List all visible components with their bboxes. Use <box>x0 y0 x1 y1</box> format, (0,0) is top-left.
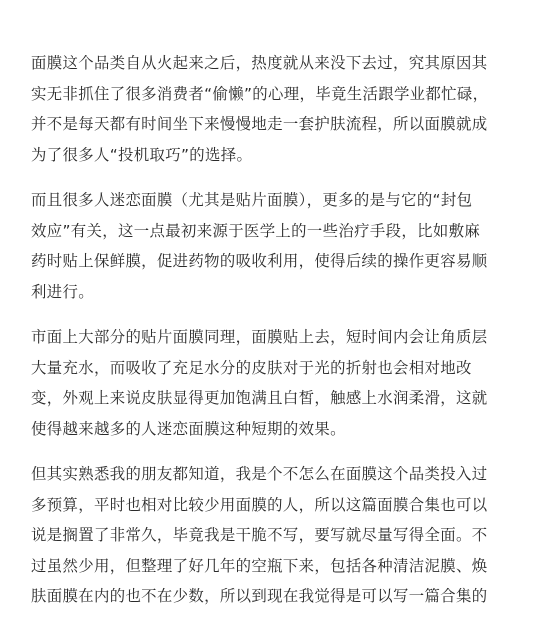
text-line: 实无非抓住了很多消费者“偷懒”的心理，毕竟生活跟学业都忙碌， <box>31 84 489 103</box>
text-line: 效应”有关，这一点最初来源于医学上的一些治疗手段，比如敷麻 <box>31 221 481 240</box>
text-line: 但其实熟悉我的朋友都知道，我是个不怎么在面膜这个品类投入过 <box>31 465 488 483</box>
text-line: 并不是每天都有时间坐下来慢慢地走一套护肤流程，所以面膜就成 <box>31 115 488 133</box>
text-line: 利进行。 <box>31 282 94 301</box>
text-line: 说是搁置了非常久，毕竟我是干脆不写，要写就尽量写得全面。不 <box>31 526 488 544</box>
text-line: 药时贴上保鲜膜，促进药物的吸收利用，使得后续的操作更容易顺 <box>31 252 488 270</box>
text-line: 使得越来越多的人迷恋面膜这种短期的效果。 <box>31 419 346 438</box>
text-line: 肤面膜在内的也不在少数，所以到现在我觉得是可以写一篇合集的 <box>31 587 488 605</box>
text-line: 面膜这个品类自从火起来之后，热度就从来没下去过，究其原因其 <box>31 54 488 72</box>
paragraph-1 <box>31 48 522 170</box>
text-line: 变，外观上来说皮肤显得更加饱满且白皙，触感上水润柔滑，这就 <box>31 389 488 407</box>
text-line: 而且很多人迷恋面膜（尤其是贴片面膜），更多的是与它的“封包 <box>31 191 473 209</box>
text-line: 市面上大部分的贴片面膜同理，面膜贴上去，短时间内会让角质层 <box>31 328 488 346</box>
text-line: 过虽然少用，但整理了好几年的空瓶下来，包括各种清洁泥膜、焕 <box>31 556 488 575</box>
text-line: 为了很多人“投机取巧”的选择。 <box>31 145 253 164</box>
text-line: 大量充水，而吸收了充足水分的皮肤对于光的折射也会相对地改 <box>31 358 472 377</box>
text-line: 多预算，平时也相对比较少用面膜的人，所以这篇面膜合集也可以 <box>31 495 488 514</box>
paragraph-4 <box>31 459 522 612</box>
paragraph-2 <box>31 185 522 307</box>
paragraph-3 <box>31 322 522 444</box>
